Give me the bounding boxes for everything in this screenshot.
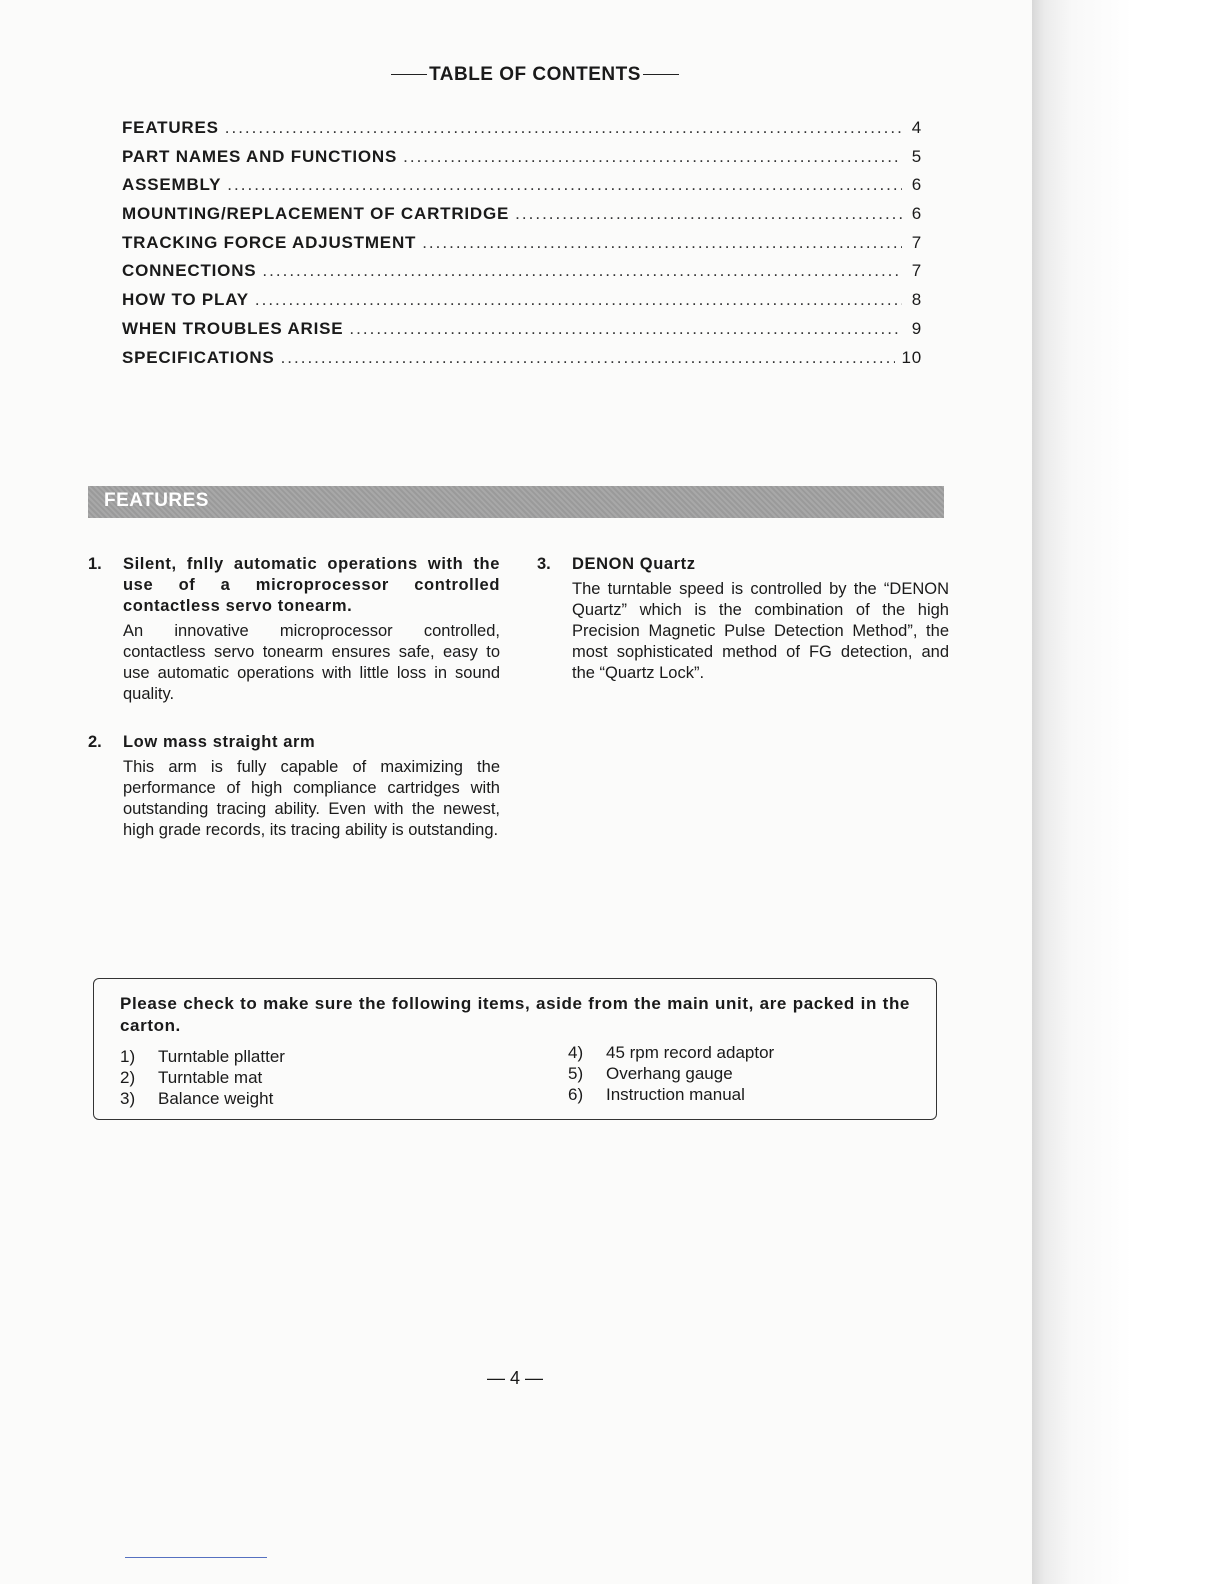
toc-title <box>0 64 1070 86</box>
toc-entry-label: PART NAMES AND FUNCTIONS <box>122 146 398 166</box>
item-index: 5) <box>568 1064 584 1083</box>
feature-body: The turntable speed is controlled by the “DENON Quartz” which is the combination of the high Precision Magnetic Pulse Detection Method”, the most sophisticated method of FG detection, and the “Quartz Lock”. <box>572 580 949 682</box>
title-rule-right <box>643 74 679 75</box>
packing-list-item <box>568 1084 774 1105</box>
packing-list-item <box>120 1046 285 1067</box>
toc-entry <box>122 261 922 290</box>
packing-list-item <box>120 1067 285 1088</box>
item-index: 3) <box>120 1089 136 1108</box>
feature-body: This arm is fully capable of maximizing the performance of high compliance cartridges with outstanding tracing ability. Even with the newest, high grade records, its tracing ability is outstanding. <box>123 758 500 839</box>
feature-number: 3. <box>537 555 551 573</box>
toc-entry <box>122 319 922 348</box>
feature-title: Silent, fnlly automatic operations with the use of a microprocessor controlled contactless servo tonearm. <box>123 555 500 615</box>
toc-entry <box>122 290 922 319</box>
item-label: Instruction manual <box>606 1085 745 1104</box>
packing-checklist-box <box>93 978 937 1120</box>
leader-dots <box>422 233 902 253</box>
features-heading: FEATURES <box>104 490 209 511</box>
item-label: Overhang gauge <box>606 1064 733 1083</box>
toc-entry-label: TRACKING FORCE ADJUSTMENT <box>122 232 417 252</box>
item-label: Balance weight <box>158 1089 274 1108</box>
toc-entry-page: 10 <box>901 347 922 367</box>
toc-entry <box>122 147 922 176</box>
toc-entry-label: FEATURES <box>122 118 219 137</box>
leader-dots <box>227 175 902 195</box>
packing-list-left <box>120 1046 285 1109</box>
toc-entry-page: 8 <box>911 290 922 310</box>
feature-title: DENON Quartz <box>572 555 696 573</box>
toc-entry-label: MOUNTING/REPLACEMENT OF CARTRIDGE <box>122 204 510 224</box>
toc-entry-page: 7 <box>911 232 922 252</box>
feature-number: 1. <box>88 555 102 573</box>
table-of-contents <box>122 118 922 376</box>
feature-item <box>537 554 949 684</box>
toc-entry-label: ASSEMBLY <box>122 175 222 195</box>
leader-dots <box>281 348 896 368</box>
toc-entry-page: 9 <box>911 318 922 338</box>
toc-entry <box>122 204 922 233</box>
packing-list-right <box>568 1042 774 1105</box>
toc-entry <box>122 118 922 147</box>
toc-entry-page: 4 <box>911 118 922 137</box>
toc-entry <box>122 348 922 377</box>
toc-entry-label: WHEN TROUBLES ARISE <box>122 318 344 338</box>
toc-entry-label: CONNECTIONS <box>122 261 257 281</box>
toc-title-text: TABLE OF CONTENTS <box>429 64 641 85</box>
packing-list-item <box>568 1063 774 1084</box>
footer-rule <box>125 1557 267 1558</box>
feature-item <box>88 732 500 841</box>
leader-dots <box>515 204 902 224</box>
item-index: 6) <box>568 1085 584 1104</box>
packing-checklist-title: Please check to make sure the following items, aside from the main unit, are packed in the carton. <box>120 994 910 1035</box>
packing-list-item <box>120 1088 285 1109</box>
page-number: — 4 — <box>486 1368 543 1388</box>
item-index: 2) <box>120 1068 136 1087</box>
feature-title: Low mass straight arm <box>123 733 316 751</box>
toc-entry <box>122 175 922 204</box>
item-label: Turntable mat <box>158 1068 263 1087</box>
feature-body: An innovative microprocessor controlled, contactless servo tonearm ensures safe, easy to use automatic operations with little loss in sound quality. <box>123 622 500 703</box>
feature-item <box>88 554 500 705</box>
item-index: 1) <box>120 1047 136 1066</box>
paper-edge-shadow <box>1032 0 1224 1584</box>
packing-list-item <box>568 1042 774 1063</box>
toc-entry <box>122 233 922 262</box>
leader-dots <box>349 319 902 339</box>
leader-dots <box>255 290 902 310</box>
features-section-bar <box>88 486 944 518</box>
toc-entry-label: SPECIFICATIONS <box>122 347 275 367</box>
item-label: Turntable pllatter <box>158 1047 285 1066</box>
toc-entry-page: 6 <box>911 204 922 224</box>
leader-dots <box>262 261 902 281</box>
title-rule-left <box>391 74 427 75</box>
feature-number: 2. <box>88 733 102 751</box>
toc-entry-page: 7 <box>911 261 922 281</box>
leader-dots <box>225 118 902 138</box>
toc-entry-page: 5 <box>911 146 922 166</box>
leader-dots <box>403 147 902 167</box>
item-label: 45 rpm record adaptor <box>606 1043 775 1062</box>
item-index: 4) <box>568 1043 584 1062</box>
toc-entry-label: HOW TO PLAY <box>122 290 249 310</box>
toc-entry-page: 6 <box>911 175 922 195</box>
